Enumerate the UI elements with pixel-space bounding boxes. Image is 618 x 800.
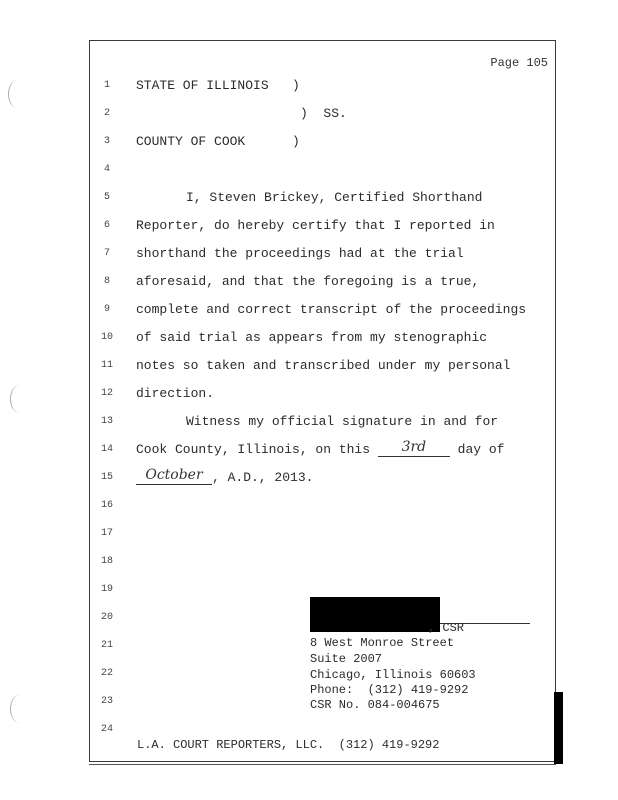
line-number: 11 [100, 360, 113, 371]
line-number: 3 [103, 136, 110, 147]
certificate-line: complete and correct transcript of the proceedings [136, 302, 527, 317]
line-number: 18 [100, 556, 113, 567]
caption-ss: ) SS. [300, 106, 347, 121]
caption-county: COUNTY OF COOK ) [136, 134, 300, 149]
handwritten-month: October [145, 467, 203, 483]
caption-state: STATE OF ILLINOIS ) [136, 78, 300, 93]
page-number: Page 105 [490, 56, 548, 70]
day-blank [378, 439, 450, 457]
month-blank [136, 467, 212, 485]
line-number: 6 [103, 220, 110, 231]
line-number: 15 [100, 472, 113, 483]
csr-suffix: , CSR [428, 621, 465, 635]
footer-firm: L.A. COURT REPORTERS, LLC. (312) 419-9292 [137, 738, 440, 752]
handwritten-day: 3rd [401, 439, 427, 455]
line-number: 9 [103, 304, 110, 315]
certificate-line: Reporter, do hereby certify that I reported in [136, 218, 495, 233]
certificate-month-line [136, 467, 314, 485]
csr-number: CSR No. 084-004675 [310, 698, 440, 712]
certificate-line: I, Steven Brickey, Certified Shorthand [186, 190, 483, 205]
line-number: 22 [100, 668, 113, 679]
line-number: 20 [100, 612, 113, 623]
line-number: 16 [100, 500, 113, 511]
certificate-line: of said trial as appears from my stenographic [136, 330, 488, 345]
certificate-line: shorthand the proceedings had at the trial [136, 246, 464, 261]
date-prefix: Cook County, Illinois, on this [136, 442, 378, 457]
line-number: 10 [100, 332, 113, 343]
line-number: 7 [103, 248, 110, 259]
bottom-rule [89, 764, 556, 765]
line-number: 12 [100, 388, 113, 399]
punch-hole-mark [10, 385, 29, 413]
line-number: 24 [100, 724, 113, 735]
address-city: Chicago, Illinois 60603 [310, 668, 476, 682]
month-suffix: , A.D., 2013. [212, 470, 314, 485]
line-number: 17 [100, 528, 113, 539]
punch-hole-mark [10, 695, 29, 723]
line-number: 8 [103, 276, 110, 287]
line-number: 19 [100, 584, 113, 595]
address-phone: Phone: (312) 419-9292 [310, 683, 469, 697]
line-number: 21 [100, 640, 113, 651]
certificate-line: direction. [136, 386, 215, 401]
line-number: 14 [100, 444, 113, 455]
certificate-line: notes so taken and transcribed under my personal [136, 358, 511, 373]
redaction-box [310, 597, 440, 632]
line-number: 13 [100, 416, 113, 427]
punch-hole-mark [8, 80, 27, 108]
line-number: 2 [103, 108, 110, 119]
address-street: 8 West Monroe Street [310, 636, 455, 650]
certificate-line: Witness my official signature in and for [186, 414, 499, 429]
certificate-date-line [136, 439, 505, 457]
scan-edge-bar [554, 692, 563, 764]
line-number: 23 [100, 696, 113, 707]
address-suite: Suite 2007 [310, 652, 383, 666]
line-number: 1 [103, 80, 110, 91]
line-number: 4 [103, 164, 110, 175]
line-number: 5 [103, 192, 110, 203]
certificate-line: aforesaid, and that the foregoing is a true, [136, 274, 480, 289]
date-suffix: day of [449, 442, 505, 457]
